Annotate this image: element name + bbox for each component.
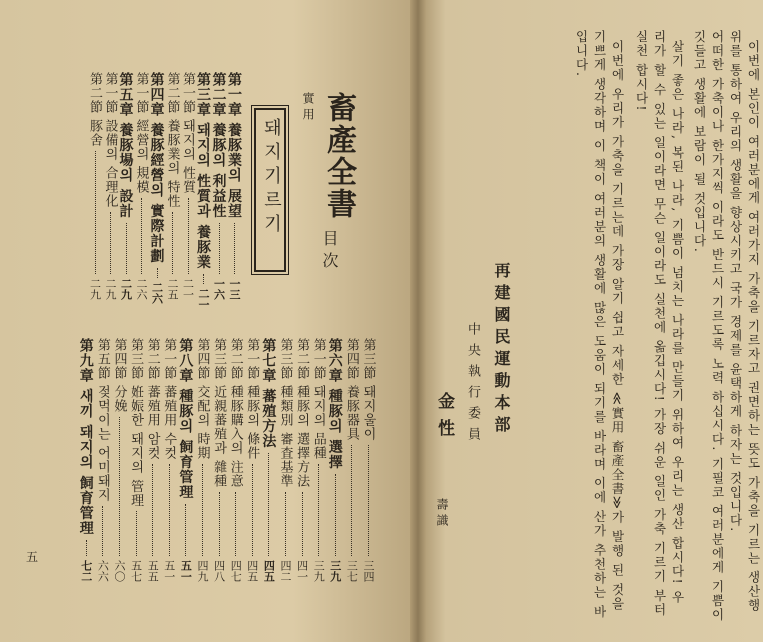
toc-entry-page: 五一 bbox=[179, 560, 193, 582]
toc-entry-label: 第一節 經營의 規模 bbox=[133, 72, 149, 195]
toc-leader-dots bbox=[110, 212, 111, 274]
toc-leader-dots bbox=[169, 464, 170, 556]
toc-leader-dots bbox=[172, 212, 173, 274]
toc-entry-label: 第二章 養豚의 利益性 bbox=[210, 72, 227, 219]
toc-entry-page: 二九 bbox=[88, 278, 102, 300]
toc-leader-dots bbox=[86, 540, 87, 556]
toc-entry-label: 第三節 近親蕃殖과 雜種 bbox=[211, 338, 227, 489]
toc-entry-page: 一三 bbox=[228, 278, 241, 300]
toc-entry bbox=[194, 338, 210, 582]
toc-entry-label: 第三章 돼지의 性質과 養豚業 bbox=[195, 72, 211, 270]
author-name: 金性 bbox=[434, 392, 454, 446]
toc-entry-label: 第二節 豚舍 bbox=[87, 72, 102, 148]
toc-entry-page: 四二 bbox=[279, 560, 292, 582]
toc-entry-page: 四一 bbox=[295, 560, 309, 582]
toc-entry bbox=[211, 338, 227, 582]
toc-leader-dots bbox=[318, 464, 319, 556]
toc-entry-page: 三九 bbox=[312, 560, 326, 582]
foreword-line: 살기 좋은 나라, 복된 나라, 기쁨이 넘치는 나라를 만들기 위하여 우리는 생산 합시다! 우 bbox=[670, 40, 685, 605]
toc-entry-label: 第四章 養豚經營의 實際計劃 bbox=[148, 72, 165, 264]
book-gutter bbox=[410, 0, 426, 642]
toc-leader-dots bbox=[119, 417, 120, 556]
toc-entry bbox=[94, 338, 110, 582]
toc-leader-dots bbox=[203, 274, 204, 284]
toc-entry-page: 四八 bbox=[212, 560, 226, 582]
toc-entry-label: 第二節 蕃殖用 암컷 bbox=[144, 338, 160, 461]
toc-entry-page: 二五 bbox=[166, 278, 179, 300]
toc-leader-dots bbox=[235, 492, 236, 556]
toc-entry-page: 七二 bbox=[79, 560, 93, 582]
toc-entry-page: 二九 bbox=[104, 278, 117, 300]
toc-entry-page: 四五 bbox=[262, 560, 276, 582]
toc-leader-dots bbox=[351, 445, 352, 556]
toc-entry-page: 二一 bbox=[181, 278, 195, 300]
toc-leader-dots bbox=[136, 511, 137, 556]
toc-leader-dots bbox=[234, 223, 235, 274]
toc-entry bbox=[260, 338, 276, 582]
toc-entry-label: 第二節 養豚業의 特性 bbox=[164, 72, 180, 209]
organization-name: 再建國民運動本部 bbox=[492, 262, 511, 438]
toc-entry-label: 第四節 交配의 時期 bbox=[194, 338, 210, 461]
toc-leader-dots bbox=[141, 198, 142, 274]
foreword-line: 입니다. bbox=[574, 30, 589, 78]
toc-entry bbox=[277, 338, 293, 582]
toc-entry-page: 一六 bbox=[212, 278, 226, 300]
toc-entry bbox=[195, 72, 211, 310]
book-title: 畜產全書 bbox=[321, 92, 356, 220]
toc-leader-dots bbox=[302, 492, 303, 556]
toc-heading: 目次 bbox=[320, 230, 339, 274]
toc-entry-label: 第二節 種豚의 選擇方法 bbox=[294, 338, 310, 489]
toc-entry bbox=[128, 338, 144, 582]
boxed-title: 돼지기르기 bbox=[261, 118, 282, 238]
toc-entry-page: 六六 bbox=[96, 560, 110, 582]
toc-leader-dots bbox=[285, 492, 286, 556]
toc-leader-dots bbox=[157, 268, 158, 278]
toc-entry bbox=[360, 338, 376, 582]
toc-entry-label: 第一節 種豚의 條件 bbox=[244, 338, 260, 461]
toc-entry-label: 第一節 돼지의 品種 bbox=[310, 338, 326, 461]
toc-entry bbox=[161, 338, 177, 582]
toc-entry bbox=[78, 338, 94, 582]
toc-leader-dots bbox=[126, 223, 127, 274]
toc-entry-page: 三四 bbox=[362, 560, 375, 582]
toc-entry bbox=[343, 338, 359, 582]
toc-leader-dots bbox=[368, 445, 369, 556]
toc-leader-dots bbox=[219, 223, 220, 274]
toc-leader-dots bbox=[95, 151, 96, 274]
toc-entry-label: 第三節 姙娠한 돼지의 管理 bbox=[128, 338, 144, 508]
toc-entry bbox=[310, 338, 326, 582]
toc-entry-page: 六〇 bbox=[113, 560, 126, 582]
toc-entry-page: 四五 bbox=[245, 560, 259, 582]
toc-entry-page: 二六 bbox=[150, 281, 164, 304]
toc-entry bbox=[148, 72, 165, 304]
toc-entry bbox=[177, 338, 193, 582]
page-folio: 五 bbox=[26, 550, 39, 564]
toc-leader-dots bbox=[268, 453, 269, 556]
toc-entry-label: 第一節 蕃殖用 수컷 bbox=[161, 338, 177, 461]
toc-entry bbox=[294, 338, 310, 582]
toc-entry-label: 第一章 養豚業의 展望 bbox=[226, 72, 242, 219]
toc-entry-page: 三七 bbox=[345, 560, 359, 582]
toc-entry-page: 四九 bbox=[196, 560, 209, 582]
series-label: 實用 bbox=[301, 92, 315, 124]
toc-entry-label: 第三節 돼지울이 bbox=[360, 338, 376, 442]
toc-entry-label: 第六章 種豚의 選擇 bbox=[326, 338, 343, 470]
toc-entry-page: 二六 bbox=[135, 278, 148, 300]
toc-entry-label: 第八章 種豚의 飼育管理 bbox=[177, 338, 194, 500]
toc-entry-page: 四七 bbox=[229, 560, 243, 582]
toc-leader-dots bbox=[202, 464, 203, 556]
toc-entry-page: 二一 bbox=[197, 287, 210, 310]
foreword-line: 리가 할 수 있는 일이라면 무슨 일이라도 실천에 옮깁시다! 가장 쉬운 일인 가축 기르기 부터 bbox=[652, 30, 667, 618]
toc-entry-page: 五一 bbox=[162, 560, 176, 582]
toc-leader-dots bbox=[188, 198, 189, 274]
toc-entry-label: 第五章 養豚場의 設計 bbox=[117, 72, 134, 219]
toc-leader-dots bbox=[219, 492, 220, 556]
office-title: 中央執行委員 bbox=[465, 322, 480, 448]
toc-entry bbox=[102, 72, 118, 300]
author-seal: 壽識 bbox=[435, 498, 449, 530]
toc-leader-dots bbox=[152, 464, 153, 556]
toc-leader-dots bbox=[185, 504, 186, 556]
foreword-line: 기쁘게 생각하며 이 책이 여러분의 생활에 많은 도움이 되기를 바라며 이에 산가 추천하는 바 bbox=[592, 30, 607, 620]
toc-entry-page: 五五 bbox=[146, 560, 160, 582]
toc-leader-dots bbox=[252, 464, 253, 556]
toc-entry bbox=[87, 72, 103, 300]
toc-leader-dots bbox=[335, 474, 336, 556]
toc-entry-label: 第五節 젖먹이는 어미돼지 bbox=[94, 338, 110, 503]
toc-entry-label: 第四節 分娩 bbox=[111, 338, 127, 414]
foreword-line: 이번에 본인이 여러분에게 여러가지 가축을 기르자고 권면하는 뜻도 가축을 기르는 생산행 bbox=[746, 40, 761, 613]
foreword-line: 실천 합시다! bbox=[634, 30, 649, 112]
toc-entry bbox=[111, 338, 127, 582]
toc-entry-label: 第四節 養豚器具 bbox=[343, 338, 359, 442]
toc-entry bbox=[118, 72, 134, 300]
toc-entry bbox=[327, 338, 343, 582]
toc-entry-label: 第三節 種類別 審査基準 bbox=[277, 338, 293, 489]
toc-entry bbox=[227, 338, 243, 582]
foreword-line: 어떠한 가축이나 한가지씩 이라도 반드시 기르도록 노력 하십시다. 기필코 여러분에게 기쁨이 bbox=[710, 30, 725, 623]
foreword-line: 이번에 우리가 가축을 기르는데 가장 알기 쉽고 자세한 ≪實用 畜產全書≫가 발행 된 것을 bbox=[610, 40, 625, 611]
toc-entry-label: 第九章 새끼 돼지의 飼育管理 bbox=[77, 338, 94, 536]
toc-entry-page: 二九 bbox=[119, 278, 133, 300]
foreword-line: 위를 통하여 우리의 생활을 향상시키고 국가 경제를 윤택하게 하자는 것입니다. bbox=[728, 30, 743, 533]
toc-entry-label: 第七章 蕃殖方法 bbox=[260, 338, 277, 449]
toc-entry bbox=[244, 338, 260, 582]
toc-entry-label: 第二節 種豚購入의 注意 bbox=[227, 338, 243, 489]
toc-leader-dots bbox=[102, 506, 103, 556]
toc-entry-label: 第一節 設備의 合理化 bbox=[102, 72, 118, 209]
toc-entry bbox=[144, 338, 160, 582]
toc-entry-page: 三九 bbox=[328, 560, 342, 582]
foreword-line: 깃들고 생활에 보람이 될 것입니다. bbox=[692, 30, 707, 254]
toc-entry-page: 五七 bbox=[129, 560, 143, 582]
toc-entry-label: 第一節 돼지의 性質 bbox=[180, 72, 195, 195]
toc-entry bbox=[180, 72, 196, 300]
